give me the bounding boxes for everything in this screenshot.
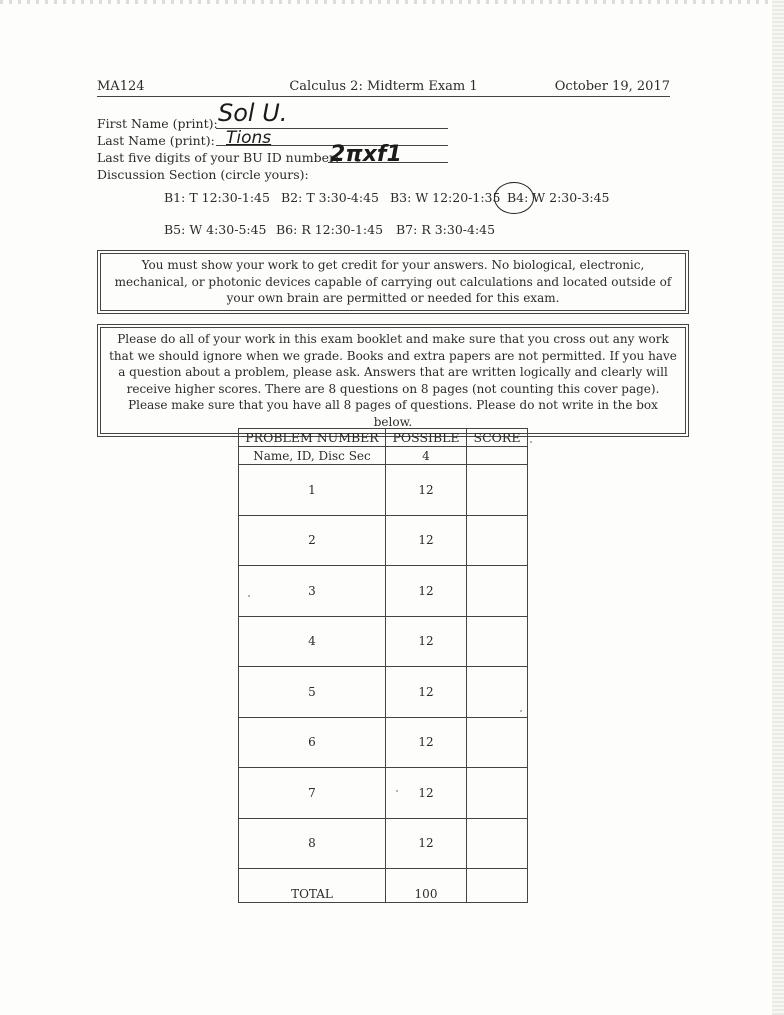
problem-cell: 1 [239, 465, 386, 516]
problem-cell: 6 [239, 717, 386, 768]
possible-cell: 12 [386, 465, 467, 516]
scan-edge-top [0, 0, 784, 4]
table-row [239, 667, 528, 718]
scan-speck [396, 790, 398, 792]
total-label-cell: TOTAL [239, 869, 386, 903]
problem-cell: 5 [239, 667, 386, 718]
score-table [238, 428, 528, 903]
discussion-label: Discussion Section (circle yours): [97, 167, 309, 182]
last-name-handwriting: Tions [226, 128, 272, 148]
score-cell [467, 717, 528, 768]
score-cell [467, 515, 528, 566]
score-cell [467, 667, 528, 718]
possible-cell: 12 [386, 515, 467, 566]
possible-cell: 12 [386, 566, 467, 617]
first-name-label: First Name (print): [97, 116, 218, 131]
exam-header [97, 78, 670, 97]
score-cell [467, 566, 528, 617]
section-b3: B3: W 12:20-1:35 [390, 190, 501, 205]
circled-section-mark [494, 182, 534, 214]
possible-cell: 12 [386, 717, 467, 768]
table-row [239, 616, 528, 667]
score-cell [467, 465, 528, 516]
header-score: SCORE [467, 429, 528, 447]
possible-cell: 4 [386, 447, 467, 465]
bu-id-label: Last five digits of your BU ID number: [97, 150, 340, 165]
section-b6: B6: R 12:30-1:45 [276, 222, 384, 237]
score-cell [467, 447, 528, 465]
section-b7: B7: R 3:30-4:45 [396, 222, 496, 237]
score-cell [467, 768, 528, 819]
table-row [239, 566, 528, 617]
header-possible: POSSIBLE [386, 429, 467, 447]
problem-cell: 3 [239, 566, 386, 617]
section-b4: B4: W 2:30-3:45 [507, 190, 610, 205]
possible-cell: 12 [386, 768, 467, 819]
score-cell [467, 616, 528, 667]
problem-cell: 7 [239, 768, 386, 819]
header-problem-number: PROBLEM NUMBER [239, 429, 386, 447]
total-score-cell [467, 869, 528, 903]
total-possible-cell: 100 [386, 869, 467, 903]
notice-text-instructions: Please do all of your work in this exam booklet and make sure that you cross out any work that we should ignore when we grade. Books and extra papers are not permitted. If you have a question about a problem, please ask. Answers that are written logically and clearly will receive higher scores. There are 8 questions on 8 pages (not counting this cover page). Please make sure that you have all 8 pages of questions. Please do not write in the box below. [100, 327, 686, 434]
possible-cell: 12 [386, 616, 467, 667]
scan-speck [520, 710, 522, 712]
table-row [239, 515, 528, 566]
notice-box-instructions [97, 324, 689, 437]
last-name-label: Last Name (print): [97, 133, 215, 148]
scan-speck [248, 595, 250, 597]
problem-cell: 2 [239, 515, 386, 566]
section-b5: B5: W 4:30-5:45 [164, 222, 267, 237]
bu-id-handwriting: 2πxf1 [330, 142, 402, 167]
table-header-row [239, 429, 528, 447]
problem-cell: 8 [239, 818, 386, 869]
possible-cell: 12 [386, 818, 467, 869]
section-b2: B2: T 3:30-4:45 [281, 190, 379, 205]
scan-edge-right [772, 0, 784, 1015]
possible-cell: 12 [386, 667, 467, 718]
table-total-row [239, 869, 528, 903]
problem-cell: Name, ID, Disc Sec [239, 447, 386, 465]
section-b1: B1: T 12:30-1:45 [164, 190, 270, 205]
table-row [239, 465, 528, 516]
table-row [239, 818, 528, 869]
table-row [239, 717, 528, 768]
problem-cell: 4 [239, 616, 386, 667]
scan-speck [530, 441, 532, 443]
table-row [239, 447, 528, 465]
exam-date: October 19, 2017 [554, 79, 670, 94]
exam-title: Calculus 2: Midterm Exam 1 [289, 79, 478, 94]
score-cell [467, 818, 528, 869]
course-code: MA124 [97, 79, 145, 94]
first-name-handwriting: Sol U. [218, 99, 288, 127]
notice-text-calculators: You must show your work to get credit for your answers. No biological, electronic, mechanical, or photonic devices capable of carrying out calculations and located outside of your own brain are permitted or needed for this exam. [100, 253, 686, 311]
table-row [239, 768, 528, 819]
notice-box-calculators [97, 250, 689, 314]
